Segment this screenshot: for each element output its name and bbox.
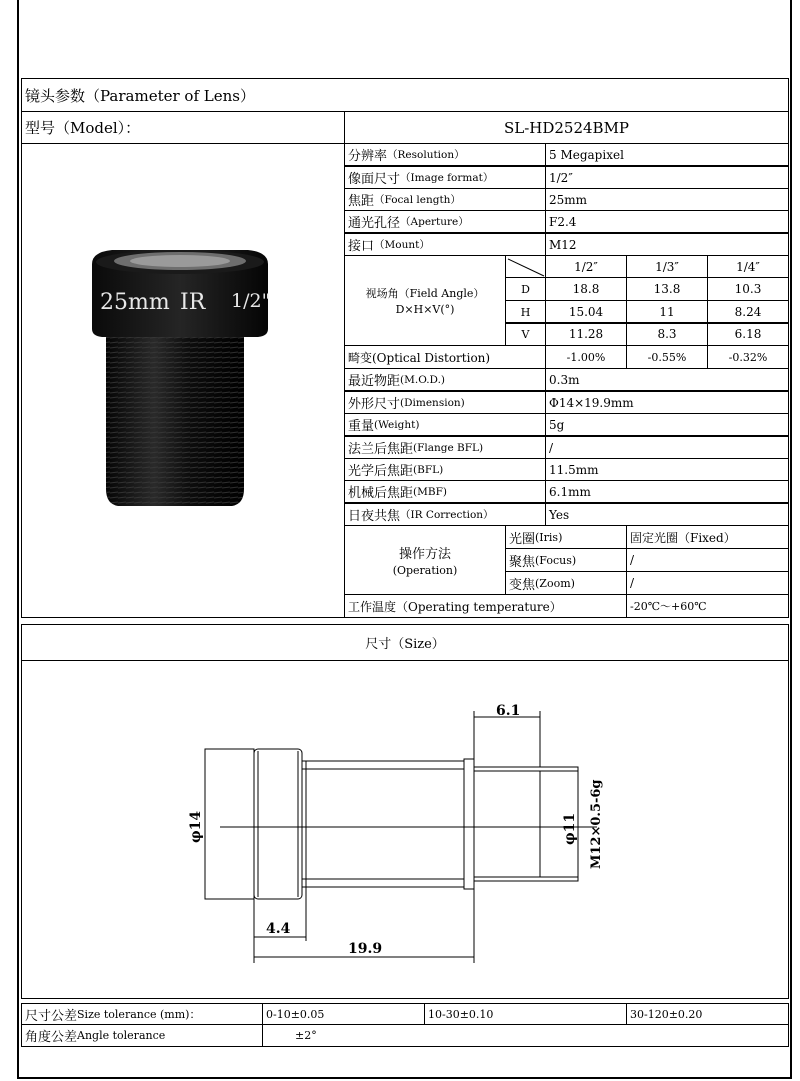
field-angle-col-1: 1/2″	[545, 255, 627, 278]
spec2-label-2: 重量 (Weight)	[344, 413, 546, 436]
operation-item-0: 光圈 (Iris)	[505, 525, 627, 549]
spec-value-3: F2.4	[545, 210, 789, 233]
spec-label-1: 像面尺寸 （Image format）	[344, 166, 546, 189]
field-angle-value-2-1: 8.3	[626, 322, 708, 346]
field-angle-value-0-2: 10.3	[707, 277, 789, 301]
spec2-value-6: Yes	[545, 503, 789, 526]
temperature-label-cell: 工作温度（Operating temperature）	[344, 594, 627, 618]
distortion-value-1: -1.00%	[545, 345, 627, 369]
spec-label-0: 分辨率 （Resolution）	[344, 143, 546, 166]
size-tolerance-label-cell: 尺寸公差 Size tolerance (mm)：	[21, 1003, 263, 1025]
operation-label-en: (Operation)	[392, 564, 458, 577]
parameters-title-text: 镜头参数（Parameter of Lens）	[25, 86, 255, 105]
field-angle-axis-1: H	[505, 300, 546, 324]
field-angle-value-1-0: 15.04	[545, 300, 627, 324]
spec2-label-4: 光学后焦距 (BFL)	[344, 458, 546, 481]
angle-tolerance-value-cell: ±2°	[262, 1024, 789, 1047]
lens-engraving-format: 1/2"	[231, 290, 271, 312]
operation-item-1: 聚焦 (Focus)	[505, 548, 627, 572]
dim-bfl: 6.1	[496, 703, 521, 719]
dim-total-length: 19.9	[348, 941, 383, 957]
drawing-cell	[21, 660, 789, 999]
field-angle-label: 视场角（Field Angle）	[365, 287, 485, 300]
operation-value-1: /	[626, 548, 789, 572]
spec2-value-1: Φ14×19.9mm	[545, 391, 789, 414]
spec2-value-3: /	[545, 436, 789, 459]
spec-value-2: 25mm	[545, 188, 789, 211]
field-angle-value-2-0: 11.28	[545, 322, 627, 346]
field-angle-value-1-1: 11	[626, 300, 708, 324]
size-tolerance-value-2: 10-30±0.10	[424, 1003, 627, 1025]
lens-photo	[22, 144, 345, 618]
spec2-label-1: 外形尺寸 (Dimension)	[344, 391, 546, 414]
spec2-label-0: 最近物距 (M.O.D.)	[344, 368, 546, 391]
field-angle-value-1-2: 8.24	[707, 300, 789, 324]
operation-item-2: 变焦 (Zoom)	[505, 571, 627, 595]
temperature-value-cell: -20℃～+60℃	[626, 594, 789, 618]
operation-label-cell	[344, 525, 506, 595]
field-angle-value-2-2: 6.18	[707, 322, 789, 346]
lens-engraving-ir: IR	[180, 290, 206, 315]
field-angle-axis-0: D	[505, 277, 546, 301]
spec-value-4: M12	[545, 233, 789, 256]
distortion-value-2: -0.55%	[626, 345, 708, 369]
field-angle-col-3: 1/4″	[707, 255, 789, 278]
spec2-value-2: 5g	[545, 413, 789, 436]
distortion-value-3: -0.32%	[707, 345, 789, 369]
field-angle-value-0-1: 13.8	[626, 277, 708, 301]
dim-front-length: 4.4	[266, 921, 291, 937]
field-angle-units: D×H×V(°)	[395, 303, 455, 316]
dim-front-diameter: φ14	[188, 810, 204, 843]
model-label: 型号（Model）：	[25, 119, 141, 137]
spec2-label-3: 法兰后焦距 (Flange BFL)	[344, 436, 546, 459]
spec-value-0: 5 Megapixel	[545, 143, 789, 166]
operation-value-2: /	[626, 571, 789, 595]
spec2-value-5: 6.1mm	[545, 480, 789, 503]
angle-tolerance-label-cell: 角度公差 Angle tolerance	[21, 1024, 263, 1047]
spec2-label-5: 机械后焦距 (MBF)	[344, 480, 546, 503]
spec-value-1: 1/2″	[545, 166, 789, 189]
dim-inner-diameter: φ11	[562, 812, 578, 845]
lens-engraving-focal: 25mm	[100, 290, 170, 315]
model-value: SL-HD2524BMP	[503, 118, 630, 137]
model-label-cell	[21, 111, 345, 144]
operation-value-0: 固定光圈（Fixed）	[626, 525, 789, 549]
operation-label: 操作方法	[398, 547, 451, 562]
spec-label-4: 接口 （Mount）	[344, 233, 546, 256]
size-tolerance-value-1: 0-10±0.05	[262, 1003, 425, 1025]
field-angle-col-2: 1/3″	[626, 255, 708, 278]
model-value-cell	[344, 111, 789, 144]
lens-image-cell	[21, 143, 345, 618]
size-title-cell: 尺寸（Size）	[21, 624, 789, 661]
parameters-title	[21, 78, 789, 112]
field-angle-label-cell	[344, 255, 506, 346]
dimension-drawing	[22, 661, 789, 999]
spec2-label-6: 日夜共焦 （IR Correction）	[344, 503, 546, 526]
spec2-value-0: 0.3m	[545, 368, 789, 391]
spec2-value-4: 11.5mm	[545, 458, 789, 481]
dim-thread: M12×0.5-6g	[589, 779, 604, 869]
field-angle-axis-2: V	[505, 322, 546, 346]
distortion-label-cell: 畸变(Optical Distortion)	[344, 345, 546, 369]
spec-label-3: 通光孔径 （Aperture）	[344, 210, 546, 233]
size-tolerance-value-3: 30-120±0.20	[626, 1003, 789, 1025]
spec-label-2: 焦距 （Focal length）	[344, 188, 546, 211]
field-angle-value-0-0: 18.8	[545, 277, 627, 301]
field-angle-corner	[505, 255, 546, 278]
